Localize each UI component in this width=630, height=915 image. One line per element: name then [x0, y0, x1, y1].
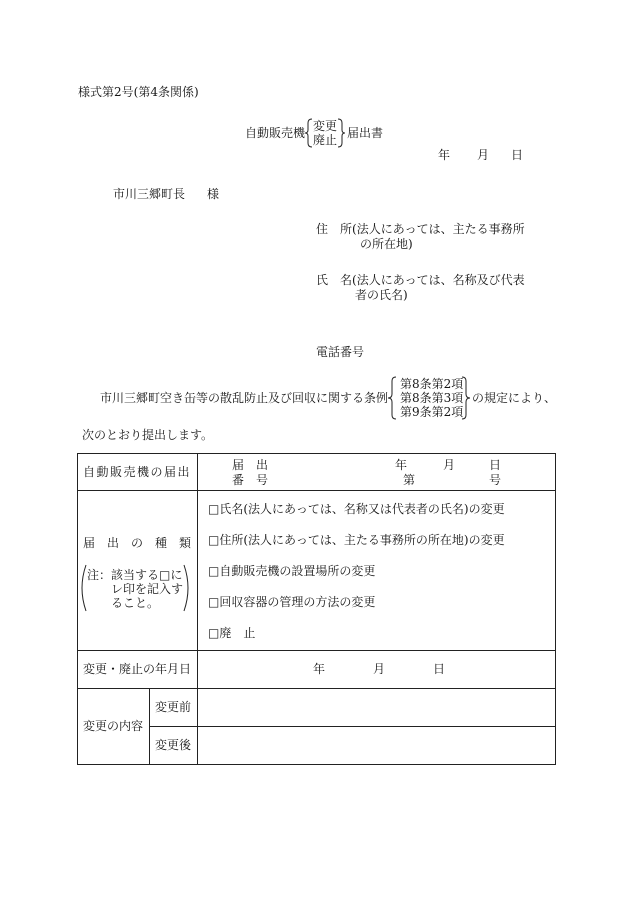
date-row-day-label: 日: [433, 662, 446, 676]
before-change-label: 変更前: [154, 700, 191, 714]
row-divider-1: [78, 490, 555, 491]
type-option-location-change: □自動販売機の設置場所の変更: [208, 564, 376, 578]
number-suffix: 号: [489, 473, 502, 487]
date-row-year-label: 年: [313, 662, 326, 676]
article-option-2: 第8条第3項: [400, 391, 464, 405]
phone-label: 電話番号: [316, 345, 365, 359]
type-option-address-change: □住所(法人にあっては、主たる事務所の所在地)の変更: [208, 533, 505, 547]
title-left-brace: [305, 119, 312, 147]
statement-closing: 次のとおり提出します。: [82, 428, 214, 442]
article-option-3: 第9条第2項: [400, 405, 464, 419]
address-note-1: (法人にあっては、主たる事務所: [352, 222, 525, 236]
title-suffix: 届出書: [347, 126, 384, 140]
type-note-line-1: 注：該当する□に: [87, 568, 183, 582]
type-option-name-change: □氏名(法人にあっては、名称又は代表者の氏名)の変更: [208, 502, 505, 516]
after-change-label: 変更後: [154, 738, 191, 752]
date-year-label: 年: [438, 148, 451, 162]
addressee-name: 市川三郷町長: [113, 187, 186, 201]
title-right-brace: [338, 119, 345, 147]
name-note-1: (法人にあっては、名称及び代表: [352, 273, 525, 287]
notification-year-label: 年: [395, 458, 408, 472]
addressee-honorific: 様: [207, 187, 220, 201]
notification-month-label: 月: [443, 458, 456, 472]
address-label: 住 所: [316, 222, 353, 236]
row-divider-4: [149, 726, 555, 727]
title-option-abolish: 廃止: [313, 133, 338, 147]
type-option-container-change: □回収容器の管理の方法の変更: [208, 595, 376, 609]
notification-row-label: 自動販売機の届出: [82, 465, 191, 479]
row-divider-2: [78, 650, 555, 651]
content-row-label: 変更の内容: [82, 719, 143, 733]
name-label: 氏 名: [316, 273, 353, 287]
name-note-2: 者の氏名): [355, 288, 408, 302]
title-prefix: 自動販売機: [245, 126, 306, 140]
form-number: 様式第2号(第4条関係): [78, 85, 199, 99]
number-label: 番 号: [232, 473, 269, 487]
number-prefix: 第: [403, 473, 416, 487]
type-row-label: 届 出 の 種 類: [82, 536, 191, 550]
address-line-1: [316, 222, 525, 236]
articles-left-brace: [388, 377, 396, 419]
address-note-2: の所在地): [360, 237, 413, 251]
article-option-1: 第8条第2項: [400, 377, 464, 391]
type-note-line-3: ること。: [111, 596, 160, 610]
date-row-month-label: 月: [373, 662, 386, 676]
title-option-change: 変更: [313, 119, 338, 133]
submitted-label: 届 出: [232, 458, 269, 472]
date-row-label: 変更・廃止の年月日: [82, 662, 191, 676]
column-divider-main: [197, 454, 198, 764]
notification-day-label: 日: [489, 458, 502, 472]
ordinance-name: 市川三郷町空き缶等の散乱防止及び回収に関する条例: [100, 391, 389, 405]
date-day-label: 日: [511, 148, 524, 162]
type-option-abolish: □廃 止: [208, 626, 256, 640]
name-line-1: [316, 273, 525, 287]
statement-suffix: の規定により、: [472, 391, 557, 405]
type-note-line-2: レ印を記入す: [111, 582, 184, 596]
date-month-label: 月: [477, 148, 490, 162]
